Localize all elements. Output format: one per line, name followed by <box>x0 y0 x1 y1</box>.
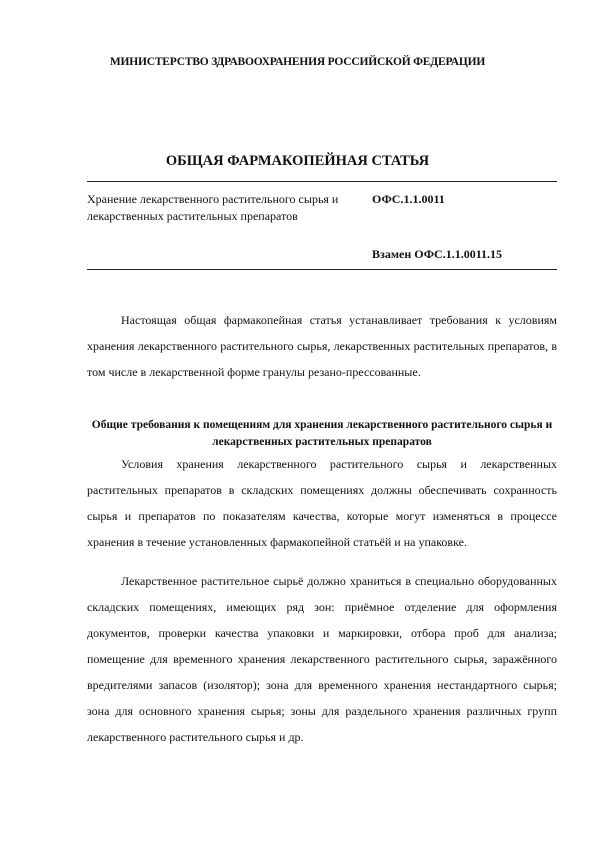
ministry-heading: МИНИСТЕРСТВО ЗДРАВООХРАНЕНИЯ РОССИЙСКОЙ ФЕДЕРАЦИИ <box>109 56 486 68</box>
article-code: ОФС.1.1.0011 <box>372 192 445 206</box>
intro-paragraph: Настоящая общая фармакопейная статья устанавливает требования к условиям хранения лекарственного растительного сырья, лекарственных растительных препаратов, в том числе в лекарственной форме гранулы резано-прессованные. <box>87 313 557 379</box>
storage-zones-paragraph: Лекарственное растительное сырьё должно храниться в специально оборудованных складских помещениях, имеющих ряд зон: приёмное отделение для оформления документов, проверки качества упаковки и маркировки, отбора проб для анализа; помещение для временного хранения лекарственного растительного сырья, заражённого вредителями запасов (изолятор); зона для временного хранения нестандартного сырья; зона для основного хранения сырья; зоны для раздельного хранения различных групп лекарственного растительного сырья и др. <box>87 574 557 744</box>
document-type-heading: ОБЩАЯ ФАРМАКОПЕЙНАЯ СТАТЬЯ <box>165 153 430 169</box>
header-divider-top <box>87 181 557 182</box>
section-heading: Общие требования к помещениям для хранения лекарственного растительного сырья и лекарственных растительных препаратов <box>91 419 553 448</box>
header-divider-bottom <box>87 269 557 270</box>
article-replaces: Взамен ОФС.1.1.0011.15 <box>372 247 503 261</box>
article-title: Хранение лекарственного растительного сырья и лекарственных растительных препаратов <box>87 192 339 223</box>
storage-conditions-paragraph: Условия хранения лекарственного растительного сырья и лекарственных растительных препаратов в складских помещениях должны обеспечивать сохранность сырья и препаратов по показателям качества, которые могут изменяться в процессе хранения в течение установленных фармакопейной статьёй и на упаковке. <box>87 457 557 549</box>
